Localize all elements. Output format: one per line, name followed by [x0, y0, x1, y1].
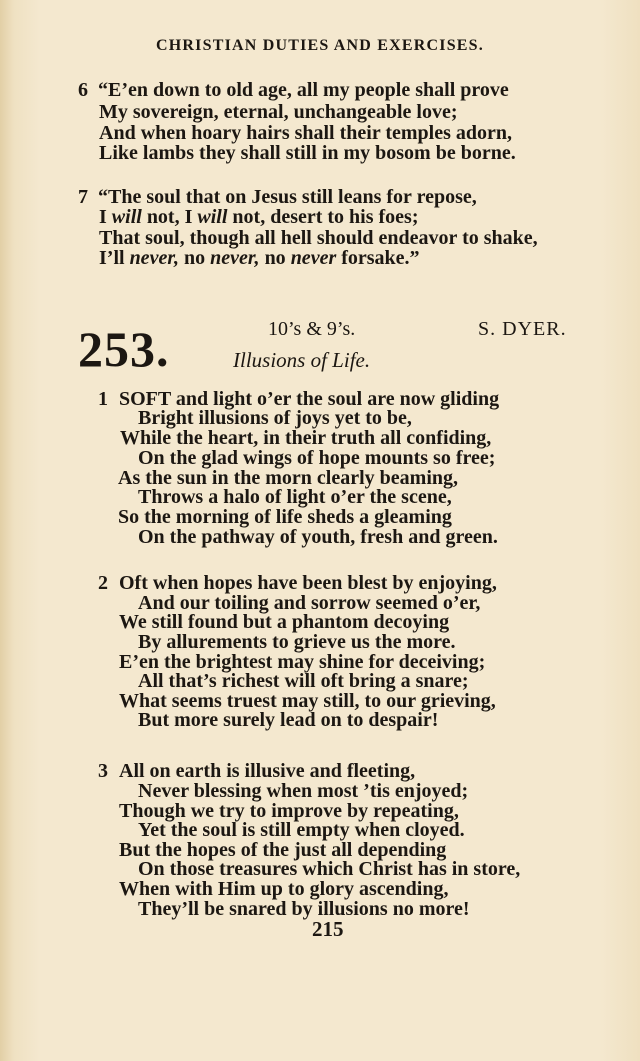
verse-line: All that’s richest will oft bring a snare;: [138, 670, 469, 692]
hymn-number: 253.: [78, 321, 170, 377]
verse-line: As the sun in the morn clearly beaming,: [118, 467, 458, 489]
verse-line: SOFT and light o’er the soul are now gliding: [119, 388, 500, 410]
stanza-number: 3: [98, 760, 108, 782]
verse-line: Like lambs they shall still in my bosom be borne.: [99, 142, 516, 164]
verse-line: What seems truest may still, to our grieving,: [119, 690, 496, 712]
verse-line: So the morning of life sheds a gleaming: [118, 506, 452, 528]
verse-line: Oft when hopes have been blest by enjoying,: [119, 572, 497, 594]
verse-line: On the glad wings of hope mounts so free;: [138, 447, 496, 469]
verse-line: By allurements to grieve us the more.: [138, 631, 456, 653]
stanza-number: 1: [98, 388, 108, 410]
verse-line: But more surely lead on to despair!: [138, 709, 439, 731]
stanza-number: 2: [98, 572, 108, 594]
verse-line: All on earth is illusive and fleeting,: [119, 760, 416, 782]
verse-line: Though we try to improve by repeating,: [119, 800, 459, 822]
hymn-title: Illusions of Life.: [233, 348, 371, 372]
verse-line: But the hopes of the just all depending: [119, 839, 447, 861]
hymn-author: S. DYER.: [478, 318, 567, 340]
page-number: 215: [312, 917, 344, 941]
verse-line: “The soul that on Jesus still leans for repose,: [98, 186, 477, 208]
stanza-number: 6: [78, 79, 88, 101]
verse-line: When with Him up to glory ascending,: [119, 878, 449, 900]
verse-line: That soul, though all hell should endeavor to shake,: [99, 227, 538, 249]
hymn-meter: 10’s & 9’s.: [268, 318, 356, 340]
verse-line: I will not, I will not, desert to his foes;: [99, 206, 419, 228]
verse-line: Yet the soul is still empty when cloyed.: [138, 819, 465, 841]
verse-line: “E’en down to old age, all my people shall prove: [98, 79, 509, 101]
verse-line: While the heart, in their truth all confiding,: [120, 427, 492, 449]
verse-line: On the pathway of youth, fresh and green.: [138, 526, 498, 548]
verse-line: My sovereign, eternal, unchangeable love;: [99, 101, 458, 123]
verse-line: I’ll never, no never, no never forsake.”: [99, 247, 420, 269]
verse-line: And our toiling and sorrow seemed o’er,: [138, 592, 481, 614]
verse-line: We still found but a phantom decoying: [119, 611, 450, 633]
verse-line: Throws a halo of light o’er the scene,: [138, 486, 452, 508]
verse-line: And when hoary hairs shall their temples adorn,: [99, 122, 513, 144]
verse-line: Bright illusions of joys yet to be,: [138, 407, 412, 429]
verse-line: On those treasures which Christ has in store,: [138, 858, 521, 880]
verse-line: They’ll be snared by illusions no more!: [138, 898, 470, 920]
verse-line: Never blessing when most ’tis enjoyed;: [138, 780, 469, 802]
running-header: CHRISTIAN DUTIES AND EXERCISES.: [156, 37, 484, 54]
stanza-number: 7: [78, 186, 88, 208]
verse-line: E’en the brightest may shine for deceiving;: [119, 651, 486, 673]
